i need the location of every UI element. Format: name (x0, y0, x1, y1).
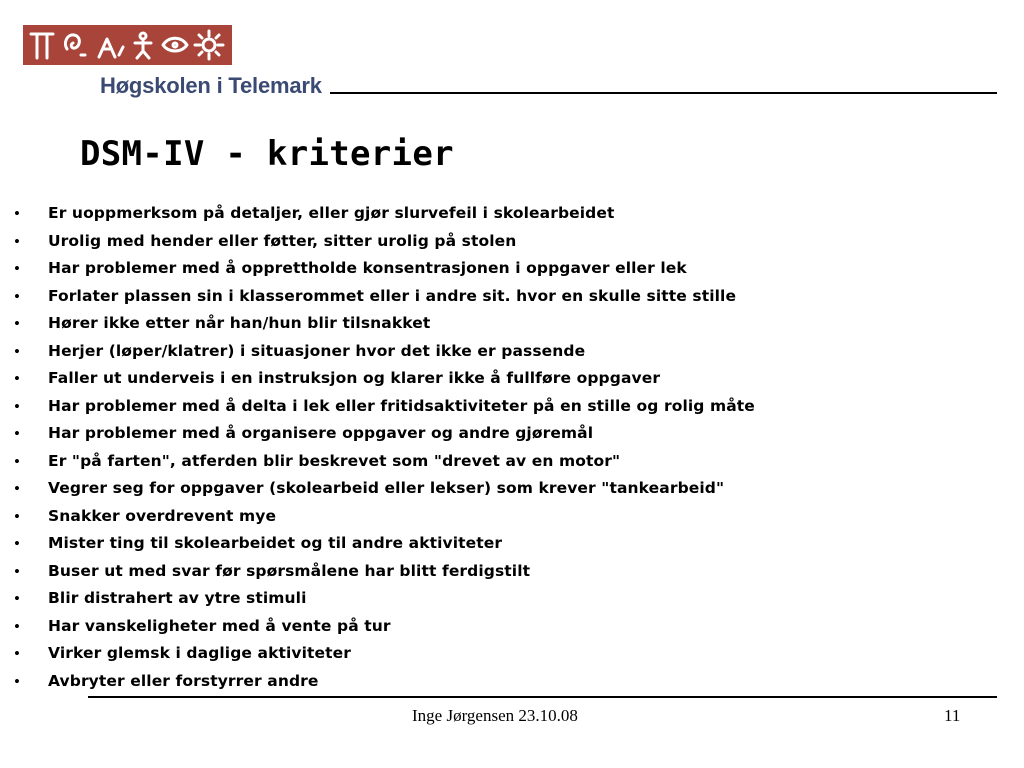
list-item-text: Er "på farten", atferden blir beskrevet som "drevet av en motor" (48, 451, 621, 470)
bullet-icon: • (14, 506, 20, 526)
bullet-icon: • (14, 479, 20, 498)
header-divider (330, 92, 997, 94)
list-item-text: Avbryter eller forstyrrer andre (48, 671, 319, 690)
list-item-text: Urolig med hender eller føtter, sitter urolig på stolen (48, 231, 517, 250)
list-item-text: Herjer (løper/klatrer) i situasjoner hvor det ikke er passende (48, 341, 586, 360)
bullet-icon: • (14, 671, 20, 691)
page-number: 11 (944, 706, 961, 725)
list-item-text: Hører ikke etter når han/hun blir tilsnakket (48, 314, 431, 332)
list-item-text: Snakker overdrevent mye (48, 506, 277, 525)
bullet-icon: • (14, 534, 20, 553)
list-item-text: Har vanskeligheter med å vente på tur (48, 616, 391, 635)
bullet-icon: • (14, 424, 20, 443)
list-item-text: Faller ut underveis i en instruksjon og klarer ikke å fullføre oppgaver (48, 369, 661, 387)
bullet-icon: • (14, 451, 20, 471)
list-item-text: Har problemer med å delta i lek eller fritidsaktiviteter på en stille og rolig måte (48, 396, 755, 415)
footer-divider (88, 696, 997, 698)
bullet-icon: • (14, 341, 20, 361)
list-item-text: Blir distrahert av ytre stimuli (48, 589, 307, 607)
list-item-text: Har problemer med å organisere oppgaver og andre gjøremål (48, 424, 594, 442)
footer-author-date: Inge Jørgensen 23.10.08 (412, 706, 578, 725)
list-item-text: Er uoppmerksom på detaljer, eller gjør slurvefeil i skolearbeidet (48, 204, 615, 222)
list-item-text: Har problemer med å opprettholde konsentrasjonen i oppgaver eller lek (48, 259, 687, 277)
list-item-text: Vegrer seg for oppgaver (skolearbeid eller lekser) som krever "tankearbeid" (48, 479, 725, 497)
list-item-text: Buser ut med svar før spørsmålene har blitt ferdigstilt (48, 561, 531, 580)
bullet-icon: • (14, 644, 20, 663)
bullet-icon: • (14, 616, 20, 636)
bullet-icon: • (14, 561, 20, 581)
bullet-icon: • (14, 314, 20, 333)
bullet-icon: • (14, 231, 20, 251)
list-item-text: Forlater plassen sin i klasserommet eller i andre sit. hvor en skulle sitte stille (48, 286, 737, 305)
institution-name: Høgskolen i Telemark (100, 73, 322, 98)
bullet-icon: • (14, 204, 20, 223)
bullet-icon: • (14, 396, 20, 416)
list-item-text: Virker glemsk i daglige aktiviteter (48, 644, 352, 662)
bullet-icon: • (14, 286, 20, 306)
list-item-text: Mister ting til skolearbeidet og til andre aktiviteter (48, 534, 503, 552)
bullet-icon: • (14, 369, 20, 388)
bullet-icon: • (14, 259, 20, 278)
slide-title: DSM-IV - kriterier (80, 134, 454, 174)
petroglyph-logo-icon (23, 25, 232, 65)
bullet-icon: • (14, 589, 20, 608)
